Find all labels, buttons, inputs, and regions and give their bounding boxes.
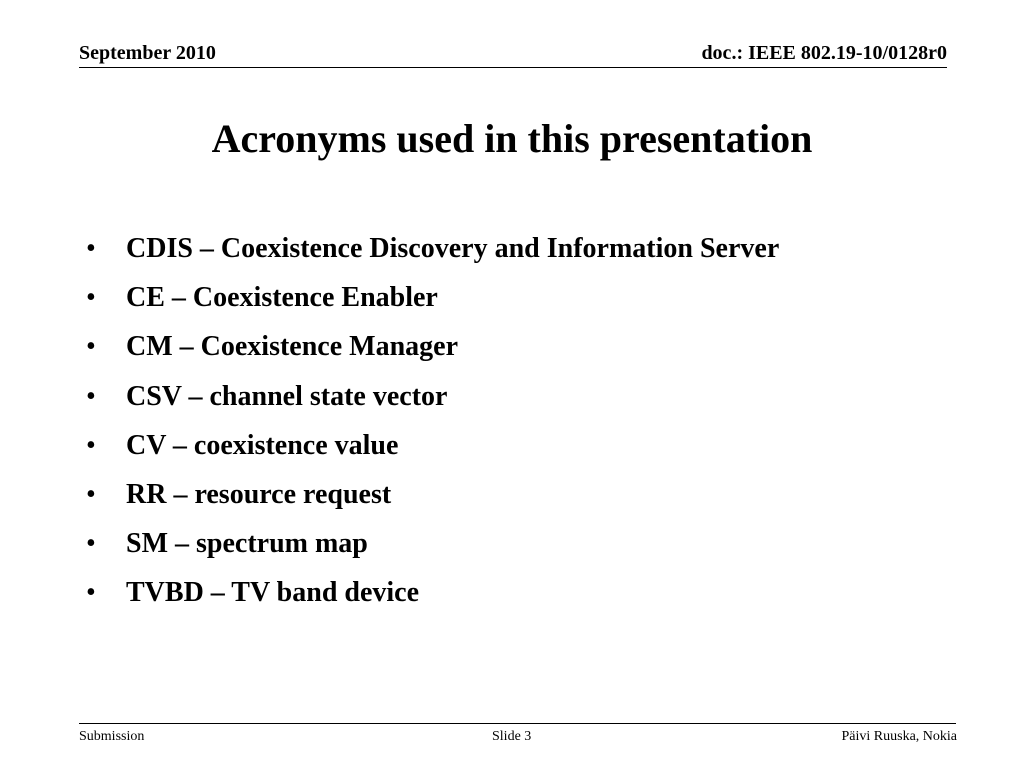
slide-title: Acronyms used in this presentation <box>211 116 813 161</box>
footer-divider <box>79 723 956 724</box>
list-item <box>0 327 1024 376</box>
list-item-text: CSV – channel state vector <box>126 380 448 412</box>
list-item-text: CE – Coexistence Enabler <box>126 282 438 314</box>
bullet-icon: • <box>86 233 96 264</box>
list-item <box>0 426 1024 475</box>
list-item <box>0 573 1024 622</box>
header-document-id: doc.: IEEE 802.19-10/0128r0 <box>701 42 947 64</box>
list-item <box>0 278 1024 327</box>
list-item <box>0 229 1024 278</box>
header-divider <box>79 67 947 68</box>
bullet-icon: • <box>86 282 96 314</box>
list-item-text: RR – resource request <box>126 478 392 510</box>
bullet-icon: • <box>86 331 96 363</box>
footer-author: Päivi Ruuska, Nokia <box>841 729 957 744</box>
list-item-text: CM – Coexistence Manager <box>126 331 459 363</box>
list-item <box>0 524 1024 573</box>
bullet-icon: • <box>86 478 96 510</box>
footer-slide-number: Slide 3 <box>492 729 532 744</box>
list-item <box>0 377 1024 426</box>
bullet-icon: • <box>86 577 96 609</box>
header-date: September 2010 <box>79 42 216 64</box>
list-item-text: TVBD – TV band device <box>126 577 420 609</box>
bullet-icon: • <box>86 528 96 560</box>
list-item-text: CDIS – Coexistence Discovery and Information Server <box>126 233 780 264</box>
footer-submission-label: Submission <box>79 729 145 744</box>
list-item-text: SM – spectrum map <box>126 528 368 560</box>
bullet-icon: • <box>86 380 96 412</box>
list-item-text: CV – coexistence value <box>126 429 399 461</box>
list-item <box>0 475 1024 524</box>
bullet-icon: • <box>86 429 96 461</box>
acronym-list <box>0 229 1024 623</box>
